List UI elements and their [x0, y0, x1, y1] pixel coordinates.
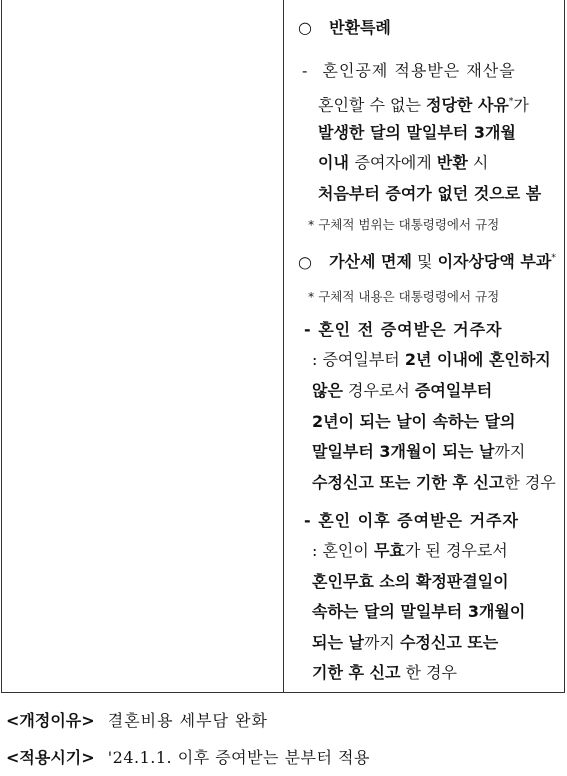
after-marriage-line-4: 되는 날까지 수정신고 또는 [312, 633, 499, 652]
after-marriage-line-1: : 혼인이 무효가 된 경우로서 [312, 541, 508, 560]
after-marriage-line-3: 속하는 달의 말일부터 3개월이 [312, 602, 526, 621]
refund-line-2: 혼인할 수 없는 정당한 사유*가 [318, 95, 529, 115]
column-divider [283, 0, 284, 692]
before-marriage-line-2: 않은 경우로서 증여일부터 [312, 381, 493, 400]
after-marriage-line-2: 혼인무효 소의 확정판결일이 [312, 572, 509, 591]
refund-line-1: - 혼인공제 적용받은 재산을 [302, 61, 516, 80]
refund-footnote: * 구체적 범위는 대통령령에서 규정 [308, 217, 500, 232]
amendment-reason [6, 711, 268, 731]
penalty-footnote: * 구체적 내용은 대통령령에서 규정 [308, 289, 500, 304]
section-heading-refund [298, 18, 391, 38]
effective-text: '24.1.1. 이후 증여받는 분부터 적용 [107, 748, 370, 767]
before-marriage-line-5: 수정신고 또는 기한 후 신고한 경우 [312, 473, 556, 492]
before-marriage-line-3: 2년이 되는 날이 속하는 달의 [312, 412, 516, 431]
bullet: ○ [298, 18, 312, 37]
before-marriage-line-1: : 증여일부터 2년 이내에 혼인하지 [312, 350, 551, 369]
section-heading-penalty: ○ 가산세 면제 및 이자상당액 부과* [298, 252, 556, 272]
after-marriage-line-5: 기한 후 신고 한 경우 [312, 663, 457, 682]
before-marriage-line-4: 말일부터 3개월이 되는 날까지 [312, 442, 526, 461]
refund-line-4: 이내 증여자에게 반환 시 [318, 153, 489, 172]
reason-text: 결혼비용 세부담 완화 [107, 711, 269, 730]
effective-label: <적용시기> [6, 748, 95, 767]
before-marriage-heading: - 혼인 전 증여받은 거주자 [304, 320, 503, 339]
effective-date [6, 748, 370, 768]
refund-line-3: 발생한 달의 말일부터 3개월 [318, 123, 516, 142]
bullet: ○ [298, 252, 312, 272]
reason-label: <개정이유> [6, 711, 95, 730]
after-marriage-heading: - 혼인 이후 증여받은 거주자 [304, 511, 519, 530]
heading-text: 반환특례 [329, 18, 391, 37]
refund-line-5: 처음부터 증여가 없던 것으로 봄 [318, 184, 542, 203]
